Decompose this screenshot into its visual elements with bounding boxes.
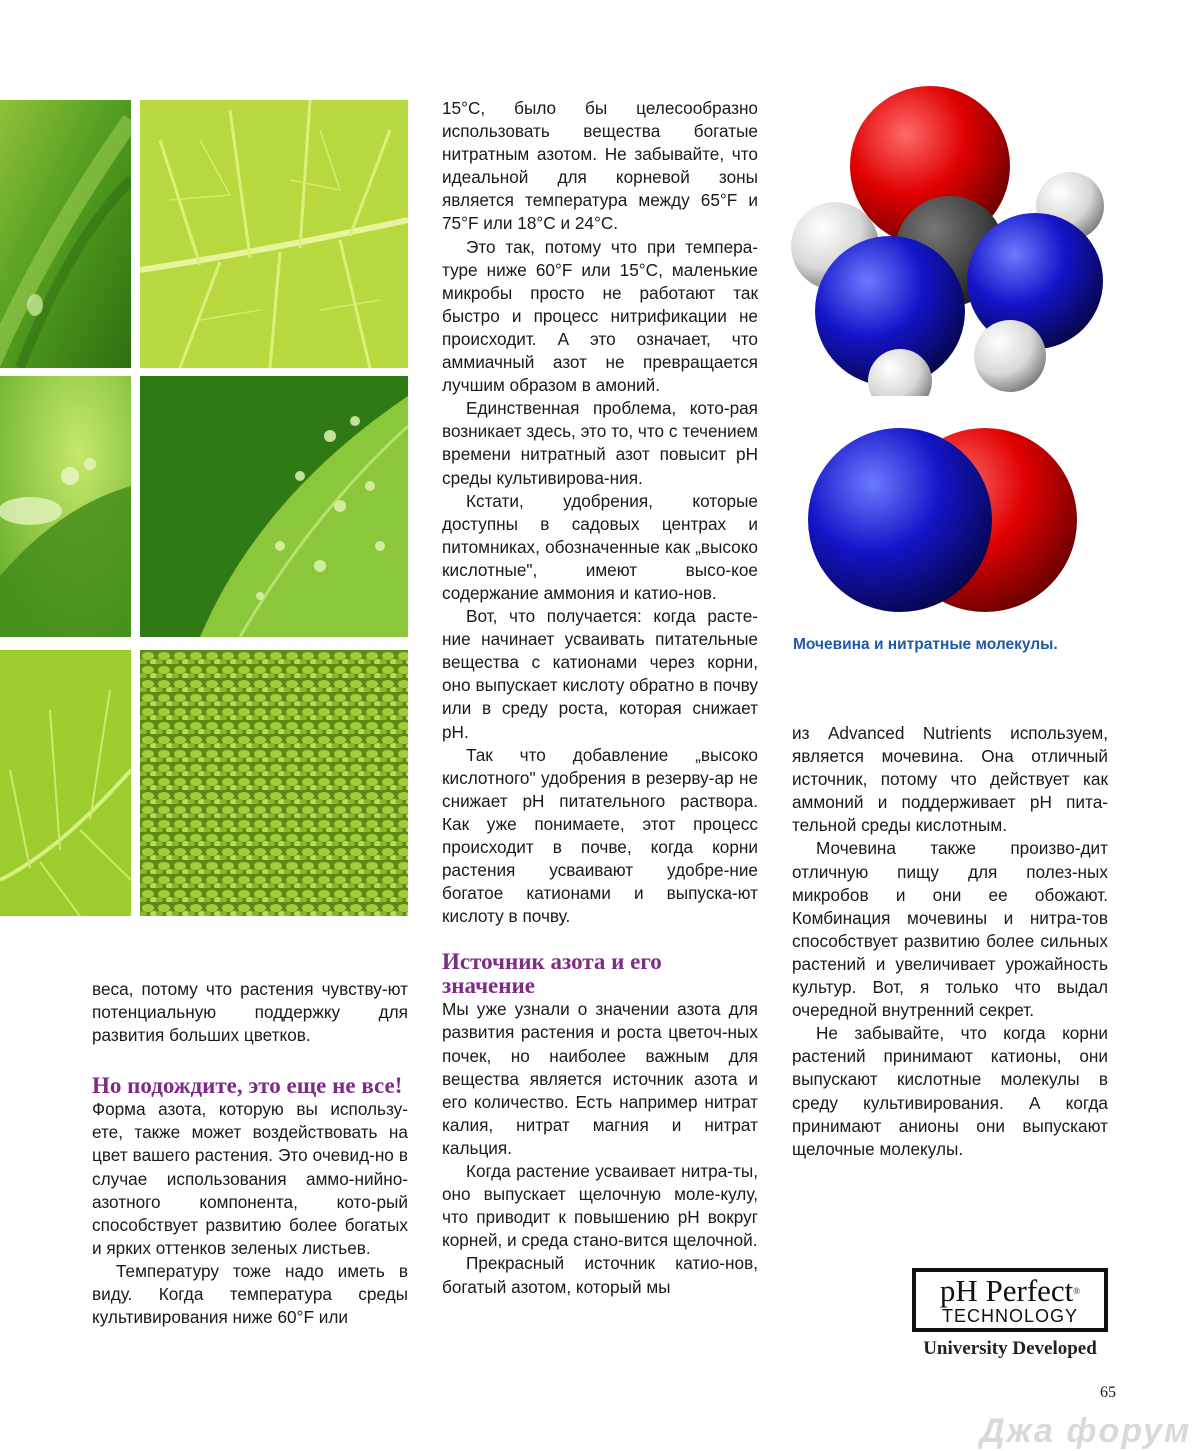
paragraph: Так что добавление „высоко кислотного" удобрения в резерву-ар не снижает pH питательного раствора. Как уже понимаете, этот процесс происходит в почве, когда корни растения усваивают удобре-ние богатое катионами и выпуска-ют кислоту в почву. bbox=[442, 744, 758, 927]
figure-caption: Мочевина и нитратные молекулы. bbox=[793, 636, 1058, 653]
molecule-urea-image bbox=[785, 86, 1105, 396]
molecule-nitrate-image bbox=[805, 415, 1080, 625]
photo-leaf-veins-yellow bbox=[140, 100, 408, 368]
photo-water-droplet bbox=[0, 376, 131, 637]
logo-main-text: pH Perfect® bbox=[939, 1273, 1081, 1308]
paragraph: Прекрасный источник катио-нов, богатый азотом, который мы bbox=[442, 1253, 758, 1297]
paragraph: веса, потому что растения чувству-ют потенциальную поддержку для развития больших цветков. bbox=[92, 979, 408, 1046]
photo-leaf-veins-green bbox=[0, 650, 131, 916]
column-2 bbox=[442, 97, 758, 1299]
paragraph: Кстати, удобрения, которые доступны в садовых центрах и питомниках, обозначенные как „высоко кислотные", имеют высо-кое содержание аммония и катио-нов. bbox=[442, 490, 758, 603]
ph-perfect-logo bbox=[912, 1268, 1108, 1360]
paragraph: Форма азота, которую вы использу-ете, также может воздействовать на цвет вашего растения. Это очевид-но в случае использования аммо-нийно-азотного компонента, кото-рый способствует развитию более богатых и ярких оттенков зеленых листьев. bbox=[92, 1099, 408, 1258]
paragraph: Не забывайте, что когда корни растений принимают катионы, они выпускают кислотные молекулы в среду культивирования. А когда принимают анионы они выпускают щелочные молекулы. bbox=[792, 1023, 1108, 1159]
paragraph: 15°C, было бы целесообразно использовать вещества богатые нитратным азотом. Не забывайте, что идеальной для корневой зоны является температура между 65°F и 75°F или 18°C и 24°C. bbox=[442, 98, 758, 234]
paragraph: из Advanced Nutrients используем, является мочевина. Она отличный источник, потому что действует как аммоний и поддерживает pH пита-тельной среды кислотным. bbox=[792, 723, 1108, 836]
photo-moss-texture bbox=[140, 650, 408, 916]
logo-tagline: University Developed bbox=[923, 1338, 1097, 1359]
column-1 bbox=[92, 978, 408, 1329]
paragraph: Когда растение усваивает нитра-ты, оно выпускает щелочную моле-кулу, что приводит к повышению pH вокруг корней, и среда стано-вится щелочной. bbox=[442, 1161, 758, 1251]
section-heading: Источник азота и его значение bbox=[442, 949, 662, 999]
paragraph: Мы уже узнали о значении азота для развития растения и роста цветоч-ных почек, но наиболее важным для вещества является источник азота и его количество. Есть например нитрат калия, нитрат магния и нитрат кальция. bbox=[442, 999, 758, 1158]
photo-leaf-drop bbox=[0, 100, 131, 368]
logo-box bbox=[912, 1268, 1108, 1332]
paragraph: Мочевина также произво-дит отличную пищу для полез-ных микробов и они ее обожают. Комбинация мочевины и нитра-тов способствует развитию более сильных растений и увеличивает урожайность культур. Вот, я только что выдал очередной внутренний секрет. bbox=[792, 838, 1108, 1021]
paragraph: Единственная проблема, кото-рая возникает здесь, это то, что с течением времени нитратный азот повысит pH среды культивирова-ния. bbox=[442, 398, 758, 488]
logo-sub-text: TECHNOLOGY bbox=[941, 1306, 1079, 1326]
page-number: 65 bbox=[1100, 1384, 1116, 1401]
section-heading: Но подождите, это еще не все! bbox=[92, 1073, 403, 1099]
paragraph: Вот, что получается: когда расте-ние начинает усваивать питательные вещества с катионами через корни, оно выпускает кислоту обратно в почву или в среду роста, которая снижает pH. bbox=[442, 606, 758, 742]
photo-leaf-edge-drops bbox=[140, 376, 408, 637]
paragraph: Температуру тоже надо иметь в виду. Когда температура среды культивирования ниже 60°F или bbox=[92, 1260, 408, 1328]
watermark: Джа форум bbox=[980, 1412, 1192, 1450]
column-3 bbox=[792, 722, 1108, 1161]
paragraph: Это так, потому что при темпера-туре ниже 60°F или 15°C, маленькие микробы просто не работают так быстро и процесс нитрификации не происходит. А это означает, что аммиачный азот не превращается лучшим образом в амоний. bbox=[442, 236, 758, 396]
